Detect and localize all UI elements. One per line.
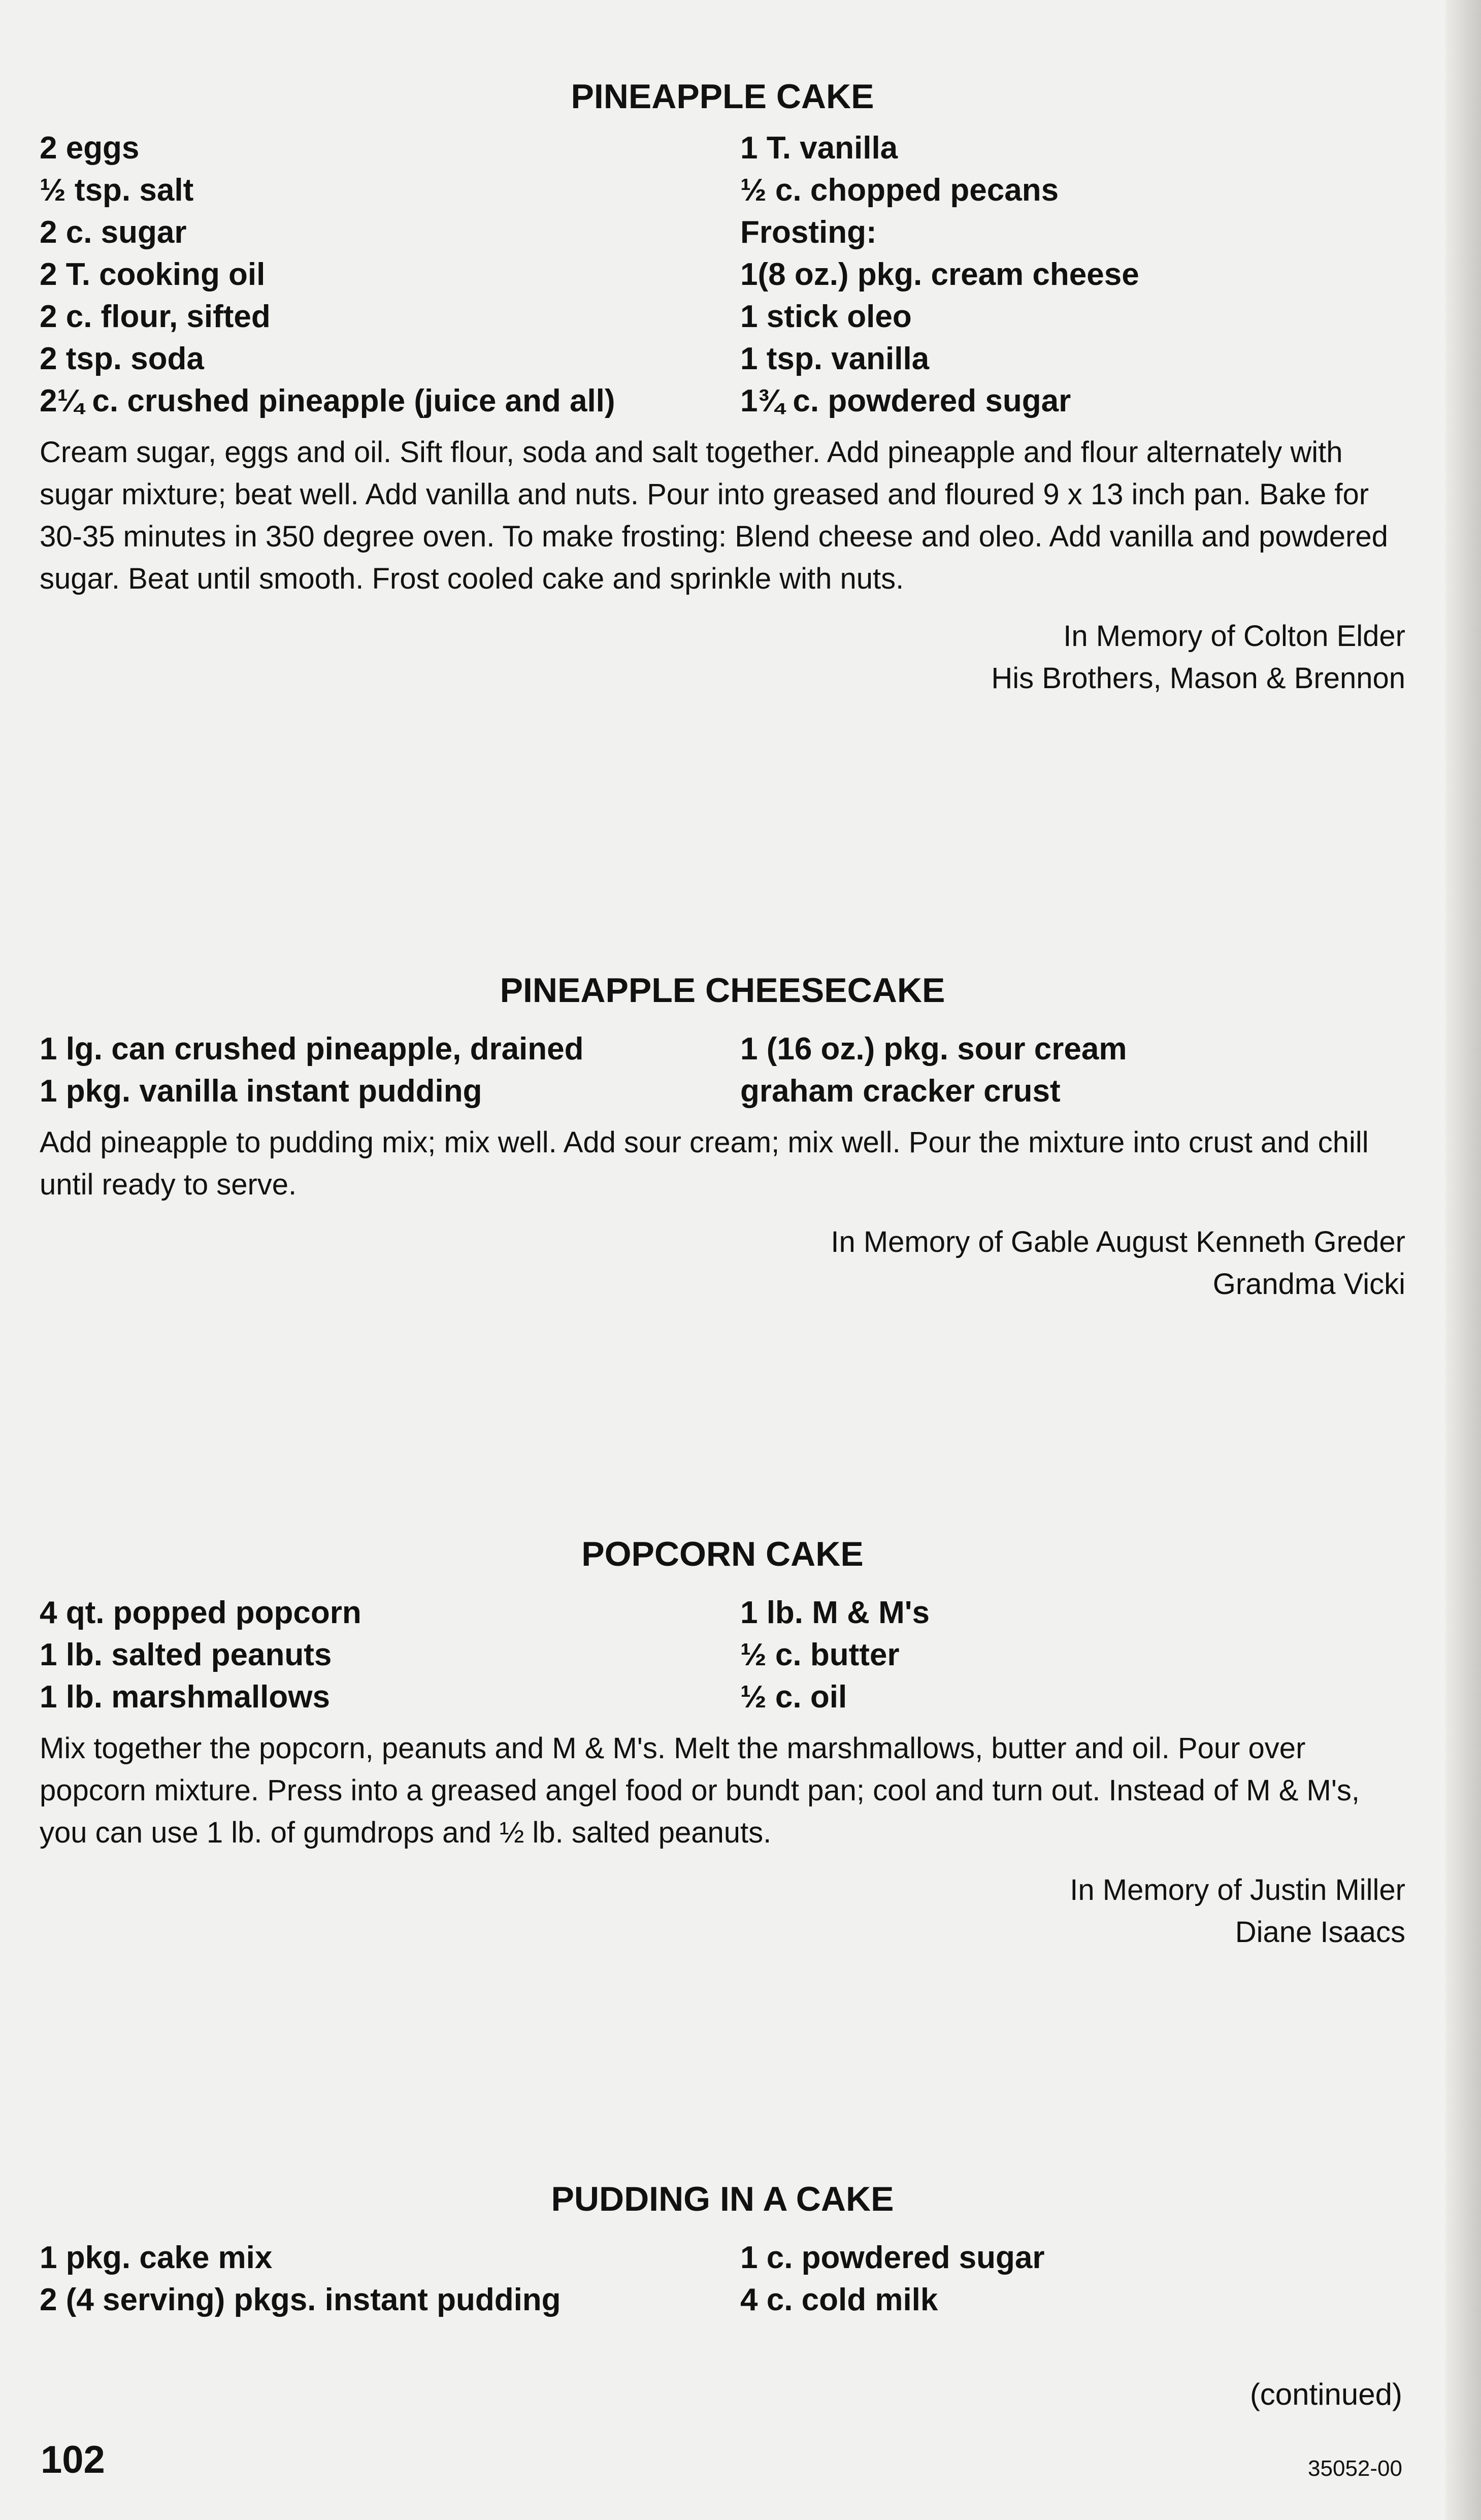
ingredient: 1 (16 oz.) pkg. sour cream xyxy=(740,1031,1127,1067)
ingredient-subheading: Frosting: xyxy=(740,215,877,250)
ingredients-right xyxy=(740,2237,1405,2321)
ingredient: 1 tsp. vanilla xyxy=(740,341,930,376)
recipe-title: PINEAPPLE CAKE xyxy=(571,77,874,116)
ingredients-right xyxy=(740,1028,1405,1112)
recipe-pudding-in-a-cake xyxy=(40,2179,1405,2321)
memorial-line: In Memory of Gable August Kenneth Greder xyxy=(831,1225,1405,1258)
ingredient: graham cracker crust xyxy=(740,1074,1061,1109)
ingredient-columns xyxy=(40,1592,1405,1718)
ingredient: 1 lb. M & M's xyxy=(740,1595,930,1630)
ingredient: 2 (4 serving) pkgs. instant pudding xyxy=(40,2282,561,2317)
ingredient: 1 pkg. cake mix xyxy=(40,2240,273,2275)
recipe-title: POPCORN CAKE xyxy=(581,1535,864,1573)
ingredient: 2 tsp. soda xyxy=(40,341,204,376)
recipe-author: Grandma Vicki xyxy=(1212,1268,1405,1301)
ingredient: 2 eggs xyxy=(40,131,140,166)
page-gutter-shadow xyxy=(1445,0,1481,2520)
recipe-pineapple-cake xyxy=(40,76,1405,699)
ingredient: 1 stick oleo xyxy=(740,299,912,334)
ingredient: 4 c. cold milk xyxy=(740,2282,938,2317)
ingredient: 4 qt. popped popcorn xyxy=(40,1595,361,1630)
ingredient: 2 c. flour, sifted xyxy=(40,299,271,334)
ingredients-right xyxy=(740,127,1405,422)
page-number: 102 xyxy=(41,2438,105,2481)
ingredient: 1 T. vanilla xyxy=(740,131,898,166)
ingredient: ½ c. butter xyxy=(740,1637,900,1672)
recipe-directions: Add pineapple to pudding mix; mix well. Add sour cream; mix well. Pour the mixture into crust and chill until ready to serve. xyxy=(40,1126,1369,1201)
ingredient-columns xyxy=(40,127,1405,422)
recipe-title: PUDDING IN A CAKE xyxy=(551,2180,894,2218)
ingredient: ½ c. chopped pecans xyxy=(740,173,1059,208)
recipe-directions: Mix together the popcorn, peanuts and M & M's. Melt the marshmallows, butter and oil. Pour over popcorn mixture. Press into a greased angel food or bundt pan; cool and turn out. Instead of M & M's, you can use 1 lb. of gumdrops and ½ lb. salted peanuts. xyxy=(40,1732,1360,1849)
ingredient: 1 pkg. vanilla instant pudding xyxy=(40,1074,482,1109)
recipe-directions: Cream sugar, eggs and oil. Sift flour, soda and salt together. Add pineapple and flour alternately with sugar mixture; beat well. Add vanilla and nuts. Pour into greased and floured 9 x 13 inch pan. Bake for 30-35 minutes in 350 degree oven. To make frosting: Blend cheese and oleo. Add vanilla and powdered sugar. Beat until smooth. Frost cooled cake and sprinkle with nuts. xyxy=(40,436,1388,595)
ingredients-left xyxy=(40,127,740,422)
ingredient: 2¼ c. crushed pineapple (juice and all) xyxy=(40,383,615,418)
print-code: 35052-00 xyxy=(1308,2456,1402,2481)
ingredients-left xyxy=(40,1592,740,1718)
ingredients-right xyxy=(740,1592,1405,1718)
ingredient: 1 lb. marshmallows xyxy=(40,1679,330,1715)
ingredient: 1¾ c. powdered sugar xyxy=(740,383,1071,418)
ingredients-left xyxy=(40,1028,740,1112)
ingredient: 1 c. powdered sugar xyxy=(740,2240,1045,2275)
recipe-author: His Brothers, Mason & Brennon xyxy=(991,662,1405,695)
recipe-popcorn-cake xyxy=(40,1534,1405,1953)
ingredient-columns xyxy=(40,2237,1405,2321)
recipe-pineapple-cheesecake xyxy=(40,970,1405,1305)
ingredient: ½ c. oil xyxy=(740,1679,847,1715)
ingredient: 1 lg. can crushed pineapple, drained xyxy=(40,1031,584,1067)
continued-note: (continued) xyxy=(1249,2377,1402,2411)
memorial-line: In Memory of Colton Elder xyxy=(1063,620,1405,653)
ingredient: ½ tsp. salt xyxy=(40,173,194,208)
ingredient: 2 c. sugar xyxy=(40,215,187,250)
ingredient: 2 T. cooking oil xyxy=(40,257,266,292)
ingredient-columns xyxy=(40,1028,1405,1112)
recipe-author: Diane Isaacs xyxy=(1235,1916,1405,1949)
memorial-line: In Memory of Justin Miller xyxy=(1070,1873,1405,1907)
ingredient: 1(8 oz.) pkg. cream cheese xyxy=(740,257,1139,292)
ingredients-left xyxy=(40,2237,740,2321)
ingredient: 1 lb. salted peanuts xyxy=(40,1637,332,1672)
recipe-title: PINEAPPLE CHEESECAKE xyxy=(500,971,945,1010)
